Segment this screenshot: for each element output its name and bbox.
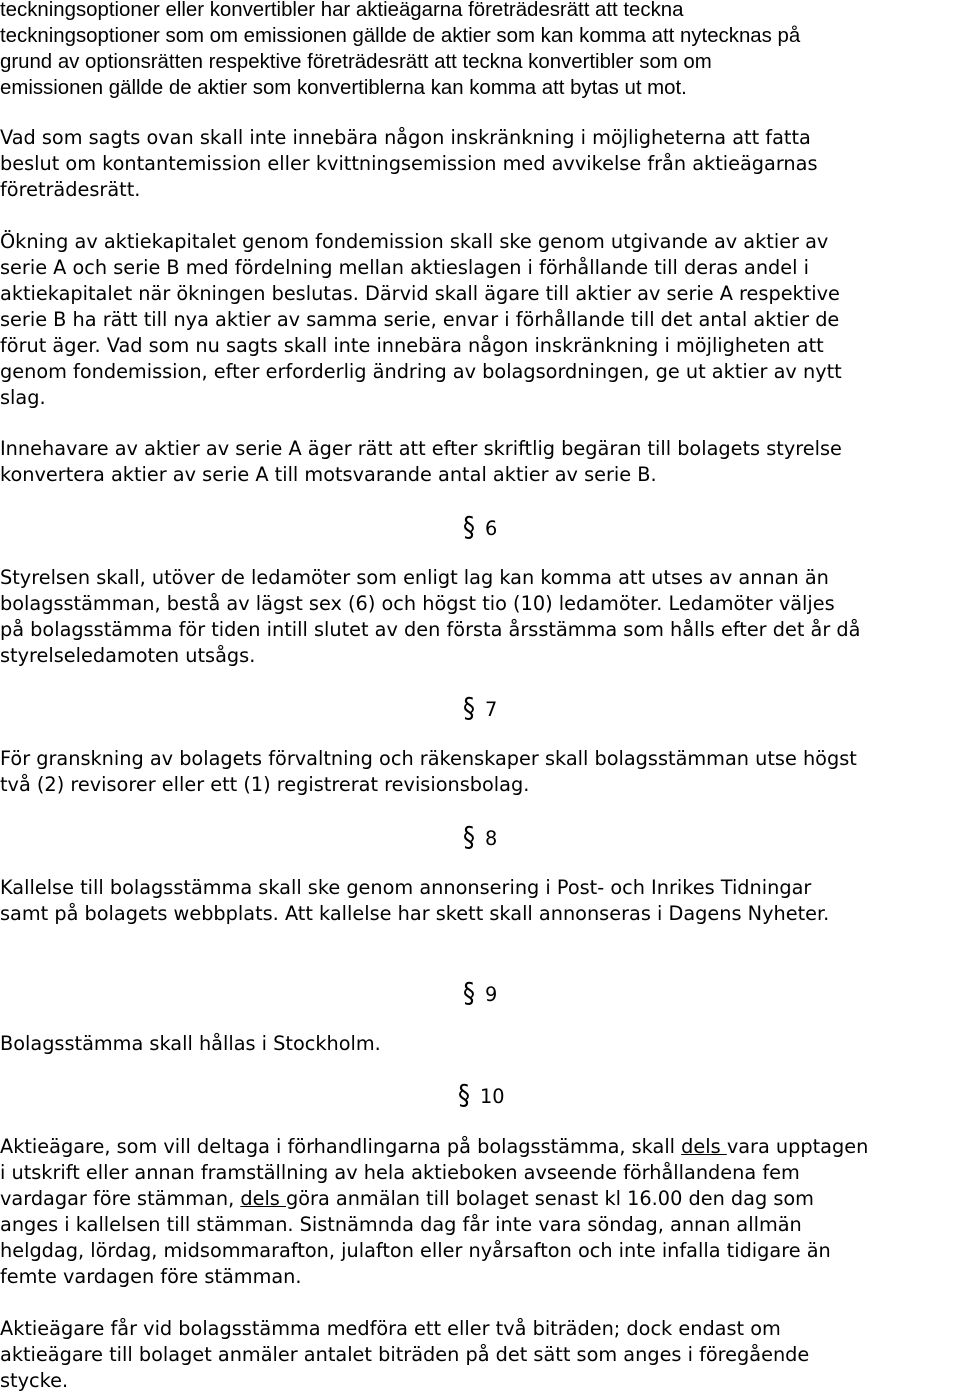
paragraph-subscription-options (0, 0, 960, 101)
text-line: Bolagsstämma skall hållas i Stockholm. (0, 1032, 381, 1055)
section-heading-9 (463, 976, 498, 1010)
text-line: Innehavare av aktier av serie A äger rätt att efter skriftlig begäran till bolagets styrelse (0, 437, 842, 460)
section-sign-icon: § (463, 510, 475, 544)
section-sign-icon: § (463, 976, 475, 1010)
text-line: aktieägare till bolaget anmäler antalet biträden på det sätt som anges i föregående (0, 1343, 810, 1366)
text-line: Aktieägare får vid bolagsstämma medföra ett eller två biträden; dock endast om (0, 1317, 781, 1340)
section-sign-icon: § (463, 820, 475, 854)
text-line: beslut om kontantemission eller kvittningsemission med avvikelse från aktieägarnas (0, 152, 818, 175)
paragraph-share-conversion (0, 436, 960, 488)
paragraph-no-restriction (0, 125, 960, 203)
text-line: aktiekapitalet när ökningen beslutas. Därvid skall ägare till aktier av serie A respektive (0, 282, 840, 305)
section-number: 6 (485, 517, 498, 540)
paragraph-meeting-location (0, 1031, 960, 1057)
text-line (0, 1186, 960, 1212)
text-line: serie B ha rätt till nya aktier av samma serie, envar i förhållande till det antal aktier de (0, 308, 840, 331)
text-line: För granskning av bolagets förvaltning och räkenskaper skall bolagsstämman utse högst (0, 747, 857, 770)
text-line: samt på bolagets webbplats. Att kallelse har skett skall annonseras i Dagens Nyheter. (0, 902, 830, 925)
text-line: Vad som sagts ovan skall inte innebära någon inskränkning i möjligheterna att fatta (0, 126, 811, 149)
section-number: 7 (485, 698, 498, 721)
text-line: genom fondemission, efter erforderlig ändring av bolagsordningen, ge ut aktier av nytt (0, 360, 842, 383)
text-line: Kallelse till bolagsstämma skall ske genom annonsering i Post- och Inrikes Tidningar (0, 876, 812, 899)
paragraph-auditors (0, 746, 960, 798)
section-number: 10 (480, 1085, 505, 1108)
section-sign-icon: § (463, 691, 475, 725)
section-sign-icon: § (458, 1078, 470, 1112)
text-fragment: vara upptagen (726, 1135, 869, 1158)
text-line: Ökning av aktiekapitalet genom fondemission skall ske genom utgivande av aktier av (0, 230, 829, 253)
text-fragment: Aktieägare, som vill deltaga i förhandlingarna på bolagsstämma, skall (0, 1135, 682, 1158)
text-line: teckningsoptioner eller konvertibler har aktieägarna företrädesrätt att teckna (0, 0, 684, 21)
text-fragment: vardagar före stämman, (0, 1187, 241, 1210)
underlined-text: dels (240, 1187, 286, 1210)
text-fragment: göra anmälan till bolaget senast kl 16.00 den dag som (285, 1187, 814, 1210)
text-line: två (2) revisorer eller ett (1) registrerat revisionsbolag. (0, 773, 530, 796)
text-line: på bolagsstämma för tiden intill slutet av den första årsstämma som hålls efter det år då (0, 618, 861, 641)
paragraph-notice (0, 875, 960, 927)
text-line: konvertera aktier av serie A till motsvarande antal aktier av serie B. (0, 463, 657, 486)
text-line (0, 1134, 960, 1160)
paragraph-bonus-issue (0, 229, 960, 411)
text-line: slag. (0, 386, 46, 409)
paragraph-assistants (0, 1316, 960, 1394)
section-number: 9 (485, 983, 498, 1006)
text-line: bolagsstämman, bestå av lägst sex (6) och högst tio (10) ledamöter. Ledamöter väljes (0, 592, 835, 615)
section-heading-7 (463, 691, 498, 725)
section-heading-8 (463, 820, 498, 854)
section-heading-10 (458, 1078, 505, 1112)
text-line: stycke. (0, 1369, 69, 1392)
text-line: emissionen gällde de aktier som konvertiblerna kan komma att bytas ut mot. (0, 77, 687, 99)
paragraph-attendance (0, 1134, 960, 1290)
text-line: Styrelsen skall, utöver de ledamöter som enligt lag kan komma att utses av annan än (0, 566, 829, 589)
text-line: grund av optionsrätten respektive företrädesrätt att teckna konvertibler som om (0, 51, 712, 73)
text-line: styrelseledamoten utsågs. (0, 644, 256, 667)
text-line: femte vardagen före stämman. (0, 1265, 302, 1288)
section-number: 8 (485, 827, 498, 850)
text-line: förut äger. Vad som nu sagts skall inte innebära någon inskränkning i möjligheten att (0, 334, 824, 357)
text-line: helgdag, lördag, midsommarafton, julafton eller nyårsafton och inte infalla tidigare än (0, 1239, 831, 1262)
text-line: företrädesrätt. (0, 178, 141, 201)
text-line: serie A och serie B med fördelning mellan aktieslagen i förhållande till deras andel i (0, 256, 809, 279)
text-line: teckningsoptioner som om emissionen gällde de aktier som kan komma att nytecknas på (0, 25, 801, 47)
section-heading-6 (463, 510, 498, 544)
underlined-text: dels (681, 1135, 727, 1158)
text-line: i utskrift eller annan framställning av hela aktieboken avseende förhållandena fem (0, 1161, 800, 1184)
text-line: anges i kallelsen till stämman. Sistnämnda dag får inte vara söndag, annan allmän (0, 1213, 802, 1236)
paragraph-board (0, 565, 960, 669)
